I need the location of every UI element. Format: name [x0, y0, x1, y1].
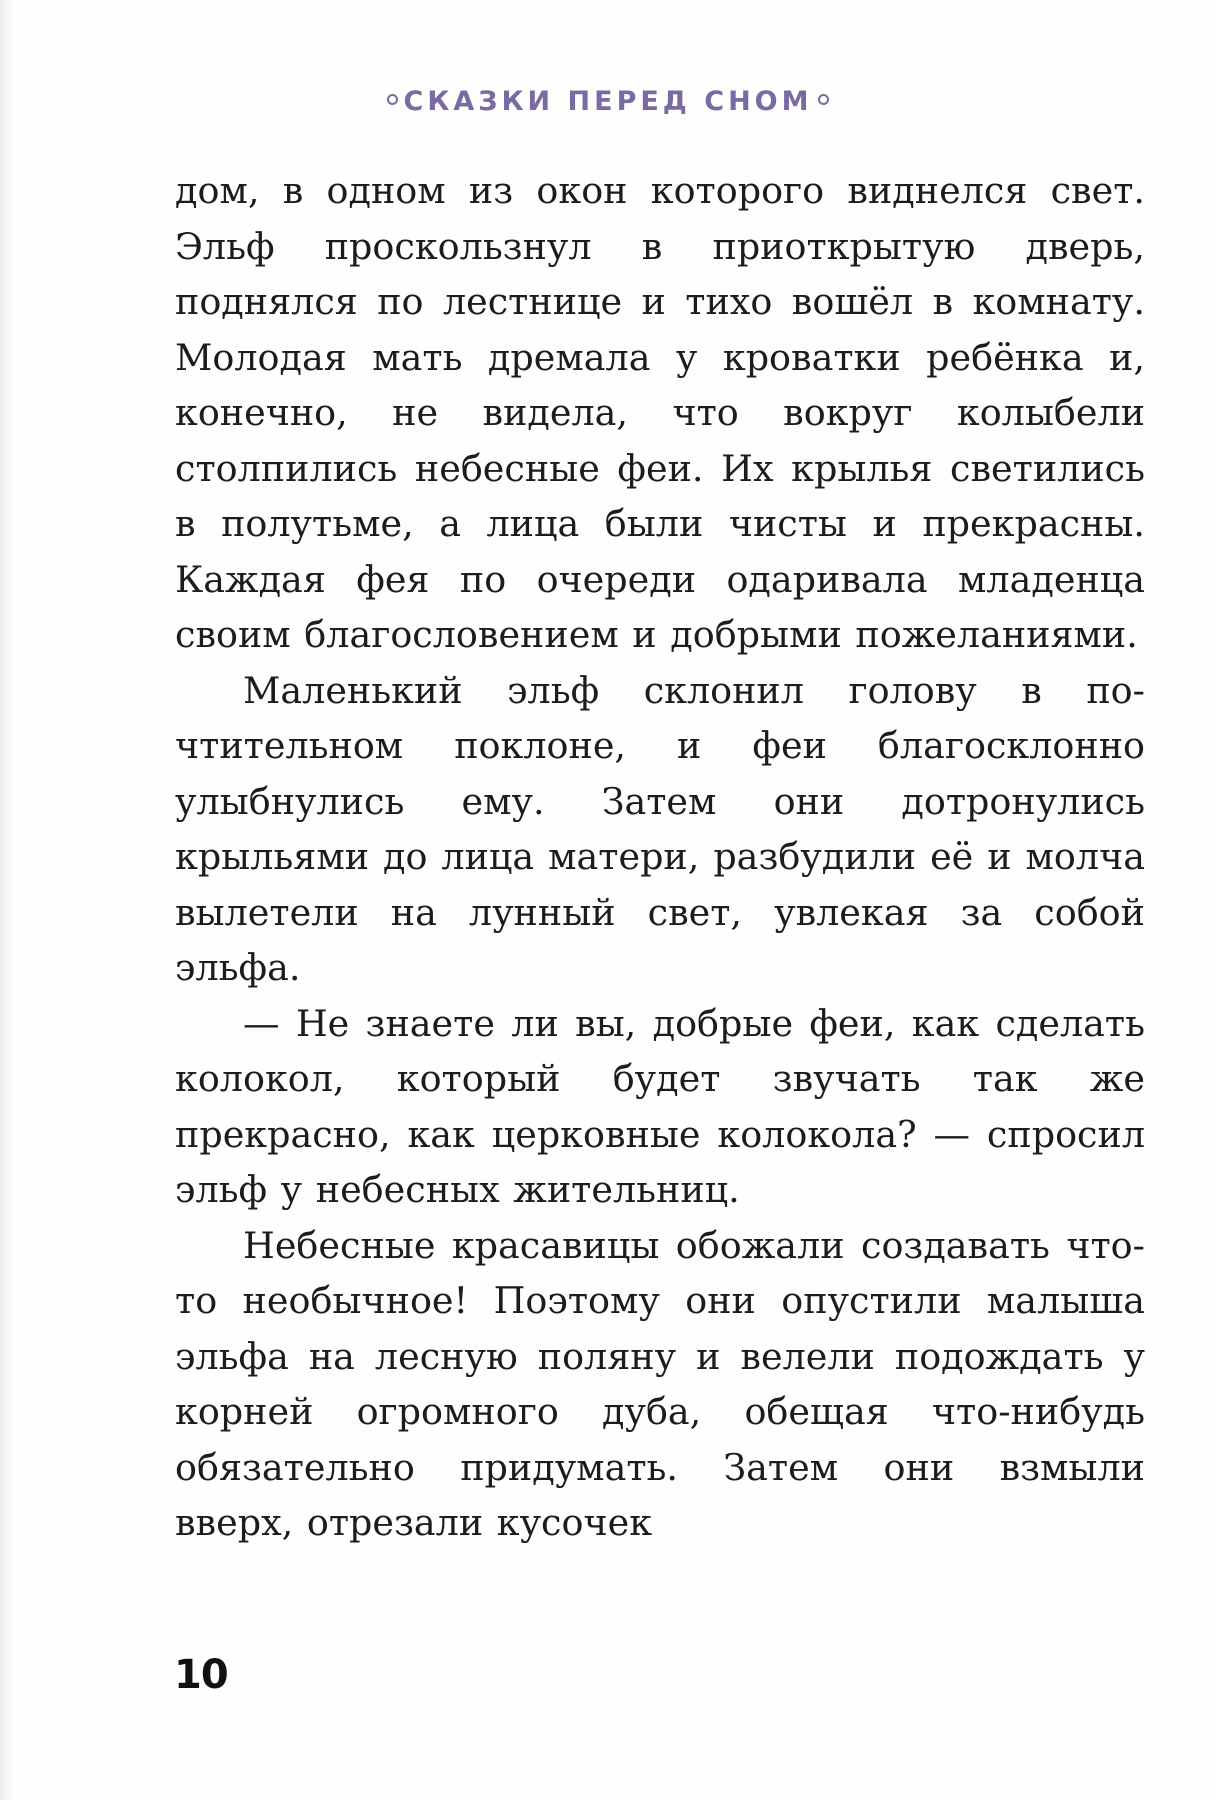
header-ornament-right [818, 94, 829, 105]
body-text [175, 163, 1145, 1551]
header-ornament-left [387, 94, 398, 105]
paragraph-1: дом, в одном из окон которого виднелся свет. Эльф проскользнул в приоткрытую дверь, поднялся по лестнице и тихо вошёл в комнату. Молодая мать дремала у кроватки ребёнка и, конечно, не видела, что вокруг колыбели столпились небесные феи. Их крылья светились в полутьме, а лица были чисты и прекрасны. Каждая фея по очереди одаривала младенца своим благословением и добрыми пожеланиями. [175, 169, 1145, 656]
running-header-title: СКАЗКИ ПЕРЕД СНОМ [403, 86, 813, 117]
paragraph-3: — Не знаете ли вы, добрые феи, как сделать колокол, который будет звучать так же прекрасно, как церковные колокола? — спросил эльф у небесных жительниц. [175, 1001, 1145, 1211]
paragraph-4: Небесные красавицы обожали создавать что-то необычное! Поэтому они опустили малыша эльфа на лесную поляну и велели подождать у корней огромного дуба, обещая что-нибудь обязательно придумать. Затем они взмыли вверх, отрезали кусочек [175, 1223, 1145, 1544]
paragraph-2: Маленький эльф склонил голову в почтительном поклоне, и феи благосклонно улыбнулись ему. Затем они дотронулись крыльями до лица матери, разбудили её и молча вылетели на лунный свет, увлекая за собой эльфа. [175, 668, 1145, 989]
running-header [0, 86, 1216, 117]
page-number: 10 [174, 1652, 228, 1698]
page-edge-shadow [0, 0, 14, 1800]
